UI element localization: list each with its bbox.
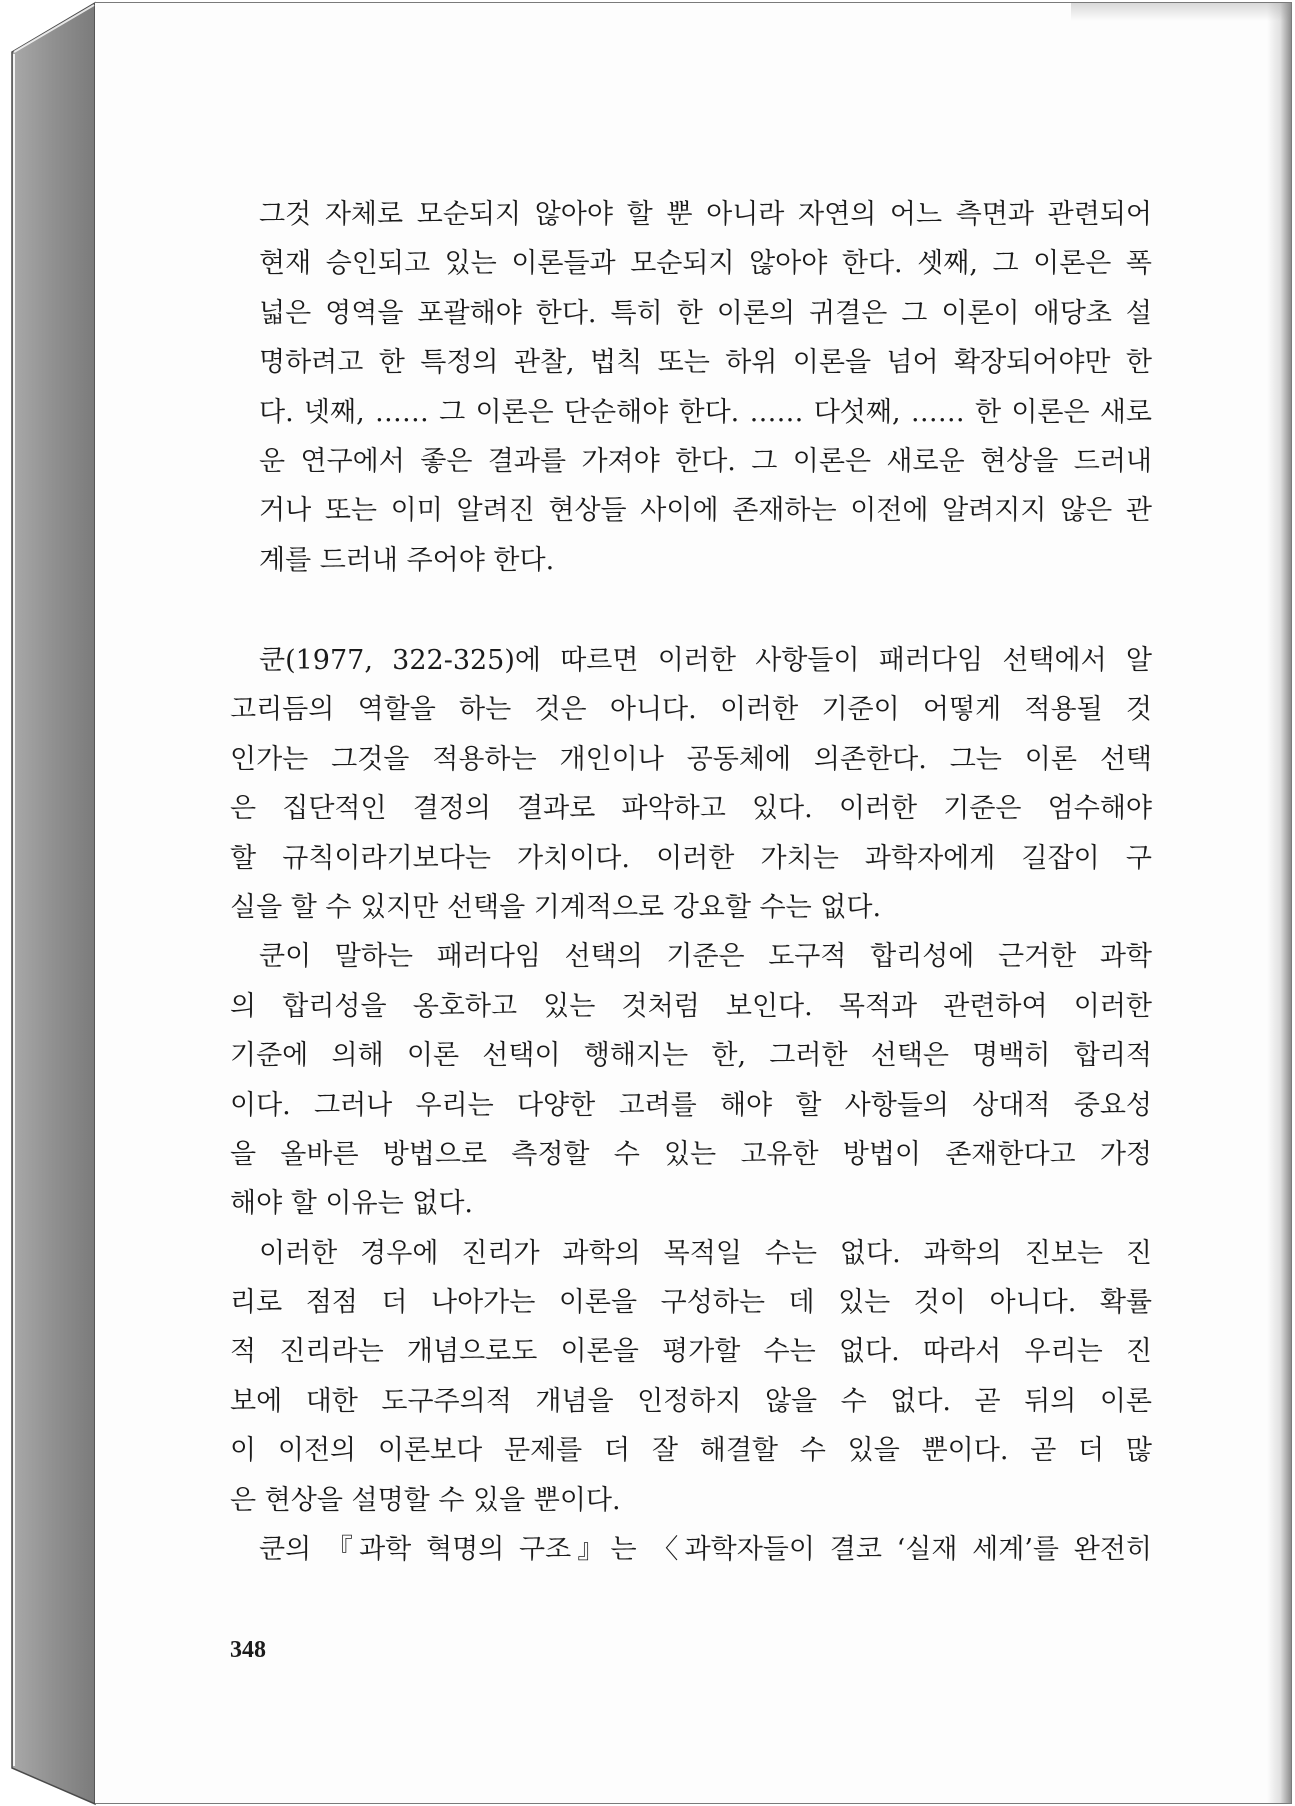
paragraph xyxy=(230,1525,1152,1574)
block-quote-line: 명하려고 한 특정의 관찰, 법칙 또는 하위 이론을 넘어 확장되어야만 한 xyxy=(259,347,1152,379)
page-number: 348 xyxy=(230,1637,266,1663)
paragraph-line: 할 규칙이라기보다는 가치이다. 이러한 가치는 과학자에게 길잡이 구 xyxy=(230,842,1152,874)
paragraph-line: 이 이전의 이론보다 문제를 더 잘 해결할 수 있을 뿐이다. 곧 더 많 xyxy=(230,1435,1152,1467)
paragraph-line: 은 집단적인 결정의 결과로 파악하고 있다. 이러한 기준은 엄수해야 xyxy=(230,793,1152,825)
paragraph-line: 기준에 의해 이론 선택이 행해지는 한, 그러한 선택은 명백히 합리적 xyxy=(230,1040,1152,1072)
paragraph-line: 쿤(1977, 322-325)에 따르면 이러한 사항들이 패러다임 선택에서 알 xyxy=(259,645,1152,676)
paragraph-line: 의 합리성을 옹호하고 있는 것처럼 보인다. 목적과 관련하여 이러한 xyxy=(230,990,1152,1022)
paragraph-line: 이러한 경우에 진리가 과학의 목적일 수는 없다. 과학의 진보는 진 xyxy=(259,1237,1152,1269)
block-quote-line: 운 연구에서 좋은 결과를 가져야 한다. 그 이론은 새로운 현상을 드러내 xyxy=(259,445,1152,477)
paragraph-line: 은 현상을 설명할 수 있을 뿐이다. xyxy=(230,1484,621,1516)
paragraph xyxy=(230,636,1152,932)
body-text xyxy=(230,636,1152,1574)
page-edge-shadow xyxy=(1267,3,1291,1803)
paragraph-line: 리로 점점 더 나아가는 이론을 구성하는 데 있는 것이 아니다. 확률 xyxy=(230,1287,1152,1319)
block-quote-line: 그것 자체로 모순되지 않아야 할 뿐 아니라 자연의 어느 측면과 관련되어 xyxy=(259,199,1152,230)
page-corner-shadow xyxy=(1071,3,1291,21)
paragraph-line: 보에 대한 도구주의적 개념을 인정하지 않을 수 없다. 곧 뒤의 이론 xyxy=(230,1385,1152,1417)
paragraph-line: 해야 할 이유는 없다. xyxy=(230,1188,473,1220)
paragraph xyxy=(230,932,1152,1228)
block-quote-line: 넓은 영역을 포괄해야 한다. 특히 한 이론의 귀결은 그 이론이 애당초 설 xyxy=(259,297,1152,329)
block-quote-line: 거나 또는 이미 알려진 현상들 사이에 존재하는 이전에 알려지지 않은 관 xyxy=(259,495,1152,527)
paragraph-line: 쿤이 말하는 패러다임 선택의 기준은 도구적 합리성에 근거한 과학 xyxy=(259,941,1152,973)
paragraph xyxy=(230,1229,1152,1525)
paragraph-line: 실을 할 수 있지만 선택을 기계적으로 강요할 수는 없다. xyxy=(230,891,882,923)
block-quote xyxy=(259,190,1152,585)
paragraph-line: 이다. 그러나 우리는 다양한 고려를 해야 할 사항들의 상대적 중요성 xyxy=(230,1089,1152,1121)
block-quote-line: 계를 드러내 주어야 한다. xyxy=(259,544,555,576)
paragraph-line: 쿤의 『과학 혁명의 구조』는 〈과학자들이 결코 ‘실재 세계’를 완전히 xyxy=(259,1534,1152,1566)
book-spine xyxy=(0,0,100,1806)
block-quote-line: 현재 승인되고 있는 이론들과 모순되지 않아야 한다. 셋째, 그 이론은 폭 xyxy=(259,248,1152,280)
paragraph-line: 적 진리라는 개념으로도 이론을 평가할 수는 없다. 따라서 우리는 진 xyxy=(230,1336,1152,1368)
paragraph-line: 을 올바른 방법으로 측정할 수 있는 고유한 방법이 존재한다고 가정 xyxy=(230,1138,1152,1170)
paragraph-line: 고리듬의 역할을 하는 것은 아니다. 이러한 기준이 어떻게 적용될 것 xyxy=(230,694,1152,726)
block-quote-line: 다. 넷째, …… 그 이론은 단순해야 한다. …… 다섯째, …… 한 이론은 새로 xyxy=(259,396,1152,428)
paragraph-line: 인가는 그것을 적용하는 개인이나 공동체에 의존한다. 그는 이론 선택 xyxy=(230,743,1152,775)
